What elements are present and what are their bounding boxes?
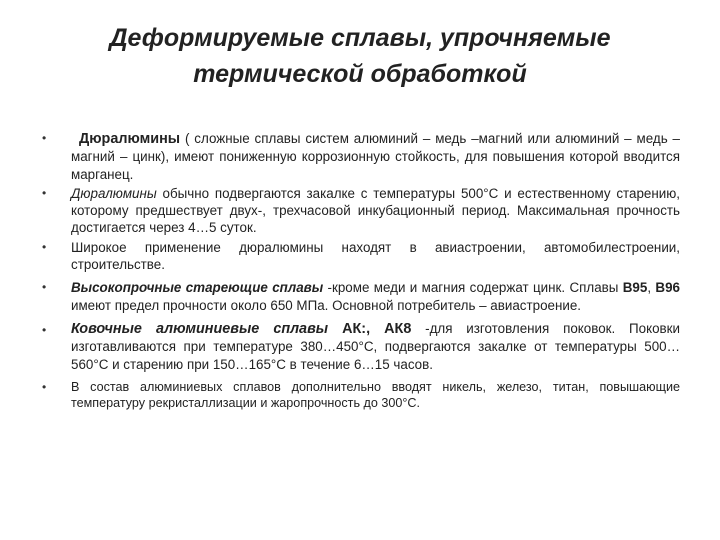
bullet-text: В состав алюминиевых сплавов дополнительно вводят никель, железо, титан, повышающие температуру рекристаллизации и жаропрочность до 300°С.: [71, 379, 680, 410]
bullet-text: имеют предел прочности около 650 МПа. Основной потребитель – авиастроение.: [71, 297, 582, 313]
bullet-lead: Высокопрочные стареющие сплавы: [71, 280, 324, 296]
bullet-marker: •: [42, 239, 47, 254]
bullet-marker: •: [42, 379, 47, 394]
bullet-lead: Дюралюмины: [79, 131, 181, 147]
bullet-text: -для изготовления поковок. Поковки изготавливаются при температуре 380…450°С, подвергаются закалке от температуры 500…560°С и старению при 150…165°С в течение 6…15 часов.: [71, 320, 680, 372]
alloy-grade: В96: [655, 280, 680, 296]
bullet-item-high-strength-alloys: [40, 279, 680, 314]
bullet-item-duralumin-composition: [40, 128, 680, 183]
bullet-lead: Дюралюмины: [71, 185, 157, 201]
title-line-1: Деформируемые сплавы, упрочняемые: [109, 24, 611, 52]
alloy-grade: АК:, АК8: [328, 320, 412, 337]
alloy-grade: В95: [622, 280, 648, 296]
bullet-text: ,: [647, 280, 656, 296]
bullet-marker: •: [42, 131, 47, 145]
slide-title: [60, 20, 660, 92]
bullet-lead: Ковочные алюминиевые сплавы: [71, 320, 329, 337]
bullet-text: обычно подвергаются закалке с температуры 500°С и естественному старению, которому предшествует двух-, трехчасовой инкубационный период. Максимальная прочность достигается через 4…5 суток.: [71, 185, 680, 236]
bullet-item-forging-alloys: [40, 320, 680, 373]
bullet-text: Широкое применение дюралюмины находят в авиастроении, автомобилестроении, строительстве.: [71, 239, 680, 273]
bullet-item-duralumin-treatment: [40, 185, 680, 237]
bullet-item-duralumin-usage: [40, 239, 680, 274]
bullet-item-additives: [40, 379, 680, 411]
title-line-2: термической обработкой: [193, 60, 527, 88]
bullet-marker: •: [42, 185, 47, 200]
bullet-marker: •: [42, 280, 47, 295]
bullet-marker: •: [42, 322, 47, 337]
bullet-list: [40, 128, 680, 411]
bullet-text: ( сложные сплавы систем алюминий – медь –магний или алюминий – медь – магний – цинк), имеют пониженную коррозионную стойкость, для повышения которой вводится марганец.: [71, 131, 680, 182]
bullet-text: -кроме меди и магния содержат цинк. Сплавы: [323, 280, 623, 296]
